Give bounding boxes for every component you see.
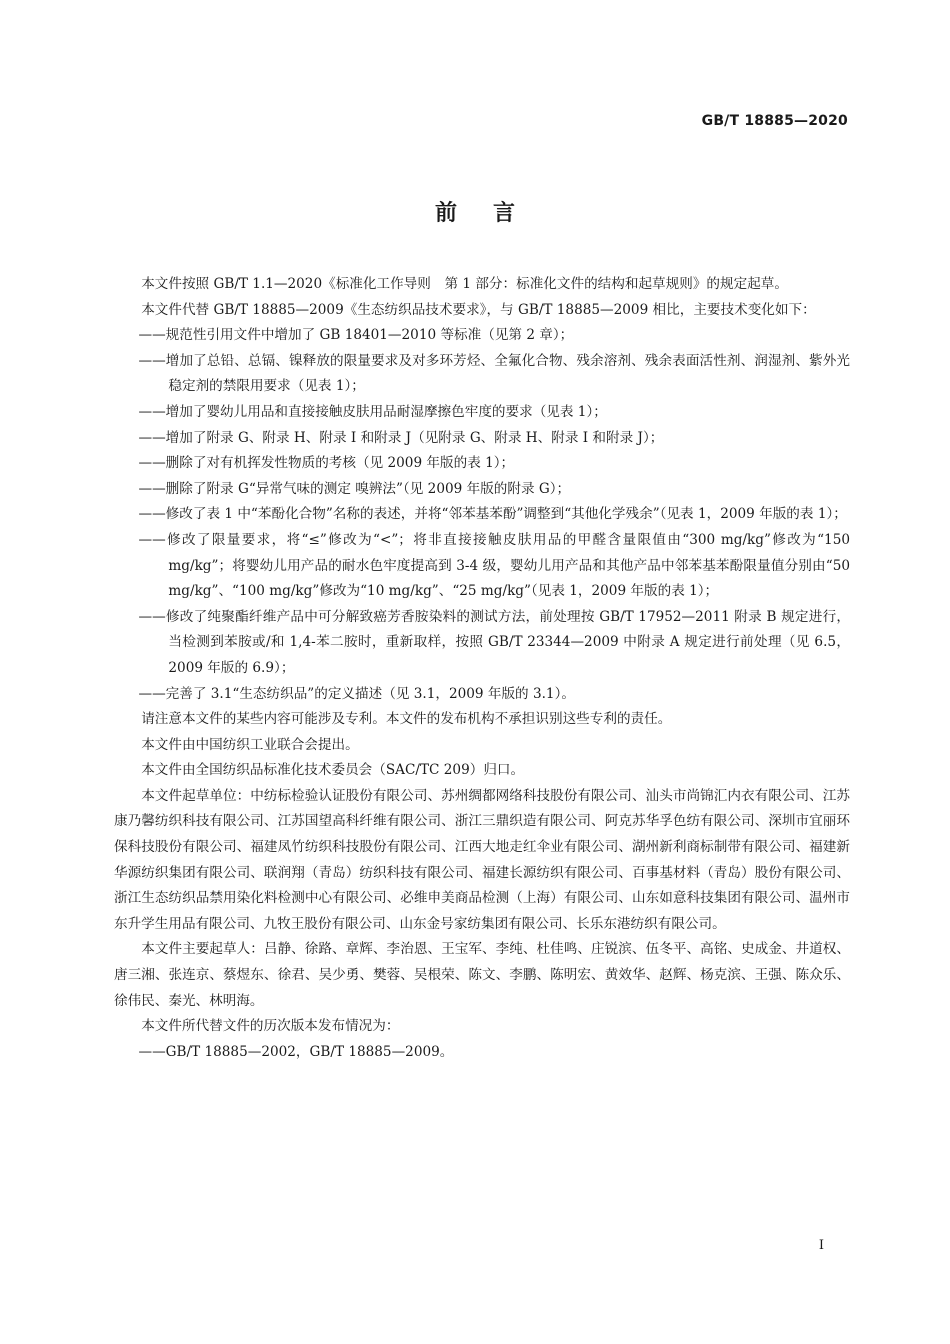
intro-paragraph: 本文件按照 GB/T 1.1—2020《标准化工作导则 第 1 部分：标准化文件的结构和起草规则》的规定起草。 — [141, 276, 788, 292]
change-item: ——删除了附录 G“异常气味的测定 嗅辨法”（见 2009 年版的附录 G）； — [138, 480, 571, 497]
change-item: ——删除了对有机挥发性物质的考核（见 2009 年版的表 1）； — [138, 455, 515, 472]
history-intro-paragraph: 本文件所代替文件的历次版本发布情况为： — [141, 1018, 400, 1035]
drafters-paragraph: 本文件主要起草人：吕静、徐路、章辉、李治恩、王宝军、李纯、杜佳鸣、庄锐滨、伍冬平、高铭、史成金、井道权、唐三湘、张连京、蔡煜东、徐君、吴少勇、樊蓉、吴根荣、陈文、李鹏、陈明宏、黄效华、赵辉、杨克滨、王强、陈众乐、徐伟民、秦光、林明海。 — [114, 941, 850, 1009]
change-item: ——修改了限量要求，将“≤”修改为“<”；将非直接接触皮肤用品的甲醛含量限值由“300 mg/kg”修改为“150 mg/kg”；将婴幼儿用产品的耐水色牢度提高到 3-4 级，婴幼儿用产品和其他产品中邻苯基苯酚限量值分别由“50 mg/kg”、“100 mg/kg”修改为“10 mg/kg”、“25 mg/kg”（见表 1，2009 年版的表 1）； — [138, 531, 850, 600]
committee-paragraph: 本文件由全国纺织品标准化技术委员会（SAC/TC 209）归口。 — [141, 762, 525, 779]
change-item: ——增加了总铅、总镉、镍释放的限量要求及对多环芳烃、全氟化合物、残余溶剂、残余表面活性剂、润湿剂、紫外光稳定剂的禁限用要求（见表 1）； — [138, 352, 850, 395]
drafting-units-paragraph: 本文件起草单位：中纺标检验认证股份有限公司、苏州绸都网络科技股份有限公司、汕头市尚锦汇内衣有限公司、江苏康乃馨纺织科技有限公司、江苏国望高科纤维有限公司、浙江三鼎织造有限公司、阿克苏华孚色纺有限公司、深圳市宜丽环保科技股份有限公司、福建凤竹纺织科技股份有限公司、江西大地走红伞业有限公司、湖州新利商标制带有限公司、福建新华源纺织集团有限公司、联润翔（青岛）纺织科技有限公司、福建长源纺织有限公司、百事基材料（青岛）股份有限公司、浙江生态纺织品禁用染化料检测中心有限公司、必维申美商品检测（上海）有限公司、山东如意科技集团有限公司、温州市东升学生用品有限公司、九牧王股份有限公司、山东金号家纺集团有限公司、长乐东港纺织有限公司。 — [114, 787, 850, 932]
page-title: 前言 — [434, 201, 551, 226]
history-item: ——GB/T 18885—2002，GB/T 18885—2009。 — [138, 1043, 454, 1060]
standard-number: GB/T 18885—2020 — [701, 113, 848, 129]
change-item: ——修改了纯聚酯纤维产品中可分解致癌芳香胺染料的测试方法，前处理按 GB/T 17952—2011 附录 B 规定进行，当检测到苯胺或/和 1,4-苯二胺时，重新取样，按照 GB/T 23344—2009 中附录 A 规定进行前处理（见 6.5，2009 年版的 6.9）； — [138, 608, 850, 676]
change-item: ——完善了 3.1“生态纺织品”的定义描述（见 3.1，2009 年版的 3.1）。 — [138, 685, 575, 702]
change-item: ——增加了附录 G、附录 H、附录 I 和附录 J（见附录 G、附录 H、附录 I 和附录 J）； — [138, 429, 664, 446]
change-item: ——规范性引用文件中增加了 GB 18401—2010 等标准（见第 2 章）； — [138, 327, 574, 344]
proposer-paragraph: 本文件由中国纺织工业联合会提出。 — [141, 736, 359, 753]
foreword-body — [114, 272, 850, 1065]
intro-paragraph: 本文件代替 GB/T 18885—2009《生态纺织品技术要求》，与 GB/T 18885—2009 相比，主要技术变化如下： — [141, 301, 816, 318]
patent-notice: 请注意本文件的某些内容可能涉及专利。本文件的发布机构不承担识别这些专利的责任。 — [141, 711, 672, 728]
page-number: I — [818, 1238, 824, 1253]
change-item: ——增加了婴幼儿用品和直接接触皮肤用品耐湿摩擦色牢度的要求（见表 1）； — [138, 403, 607, 420]
change-item: ——修改了表 1 中“苯酚化合物”名称的表述，并将“邻苯基苯酚”调整到“其他化学残余”（见表 1，2009 年版的表 1）； — [138, 506, 847, 523]
